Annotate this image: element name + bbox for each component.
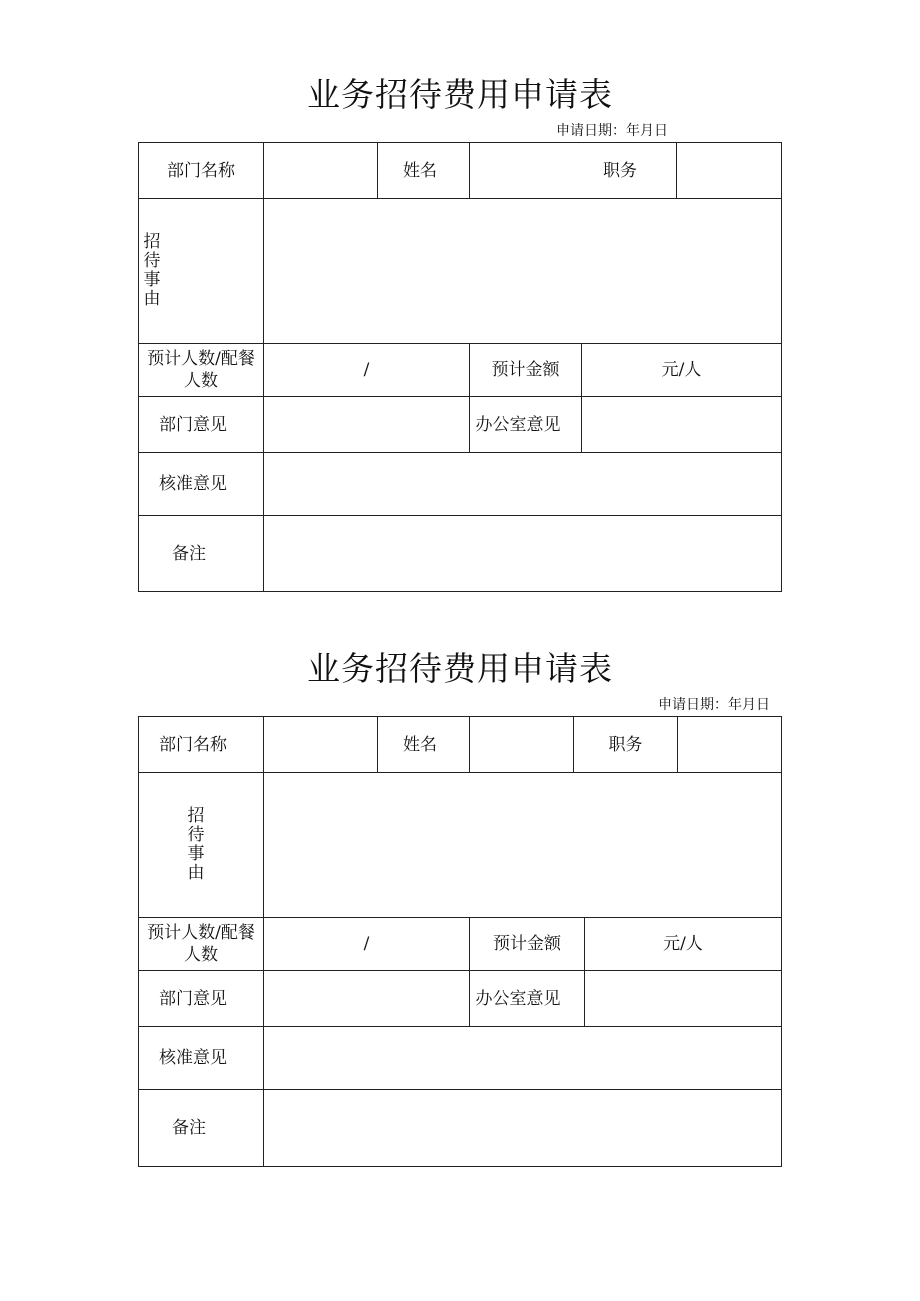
form-title: 业务招待费用申请表 xyxy=(307,649,613,688)
form-table xyxy=(0,0,920,600)
department-opinion-label: 部门意见 xyxy=(159,414,227,435)
reason-field[interactable] xyxy=(264,773,781,917)
approval-opinion-field[interactable] xyxy=(264,453,781,515)
position-field[interactable] xyxy=(678,717,781,772)
remarks-label: 备注 xyxy=(172,1118,206,1138)
application-date: 申请日期：年月日 xyxy=(556,123,668,139)
position-label: 职务 xyxy=(603,160,637,181)
remarks-field[interactable] xyxy=(264,1090,781,1166)
name-field[interactable] xyxy=(470,143,560,198)
application-date: 申请日期：年月日 xyxy=(658,697,770,713)
approval-opinion-field[interactable] xyxy=(264,1027,781,1089)
column-border xyxy=(781,142,782,592)
remarks-label: 备注 xyxy=(172,543,206,564)
office-opinion-field[interactable] xyxy=(582,397,781,452)
department-name-field[interactable] xyxy=(264,143,377,198)
department-opinion-field[interactable] xyxy=(264,397,469,452)
column-border xyxy=(781,716,782,1167)
row-border xyxy=(138,1166,782,1167)
headcount-label: 预计人数/配餐人数 xyxy=(147,349,255,391)
department-opinion-label: 部门意见 xyxy=(159,988,227,1009)
department-name-label: 部门名称 xyxy=(167,160,235,181)
name-field[interactable] xyxy=(470,717,573,772)
department-name-field[interactable] xyxy=(264,717,377,772)
name-label: 姓名 xyxy=(403,734,437,755)
estimated-amount-label: 预计金额 xyxy=(493,934,561,954)
department-opinion-field[interactable] xyxy=(264,971,469,1026)
reason-label: 招待事由 xyxy=(143,232,161,309)
department-name-label: 部门名称 xyxy=(159,734,227,755)
office-opinion-field[interactable] xyxy=(585,971,781,1026)
form-title: 业务招待费用申请表 xyxy=(307,75,613,114)
office-opinion-label: 办公室意见 xyxy=(475,988,561,1009)
office-opinion-label: 办公室意见 xyxy=(475,414,561,435)
form-table xyxy=(0,574,920,1174)
reason-field[interactable] xyxy=(264,199,781,343)
headcount-field[interactable]: / xyxy=(363,934,370,954)
position-field[interactable] xyxy=(677,143,781,198)
headcount-field[interactable]: / xyxy=(363,360,370,380)
position-label: 职务 xyxy=(608,734,643,755)
approval-opinion-label: 核准意见 xyxy=(159,474,227,494)
reason-label: 招待事由 xyxy=(187,806,205,883)
name-label: 姓名 xyxy=(403,160,437,181)
estimated-amount-label: 预计金额 xyxy=(491,360,560,380)
headcount-label: 预计人数/配餐人数 xyxy=(147,923,255,965)
approval-opinion-label: 核准意见 xyxy=(159,1048,227,1068)
per-person-amount-field[interactable]: 元/人 xyxy=(663,934,703,954)
per-person-amount-field[interactable]: 元/人 xyxy=(661,360,702,380)
